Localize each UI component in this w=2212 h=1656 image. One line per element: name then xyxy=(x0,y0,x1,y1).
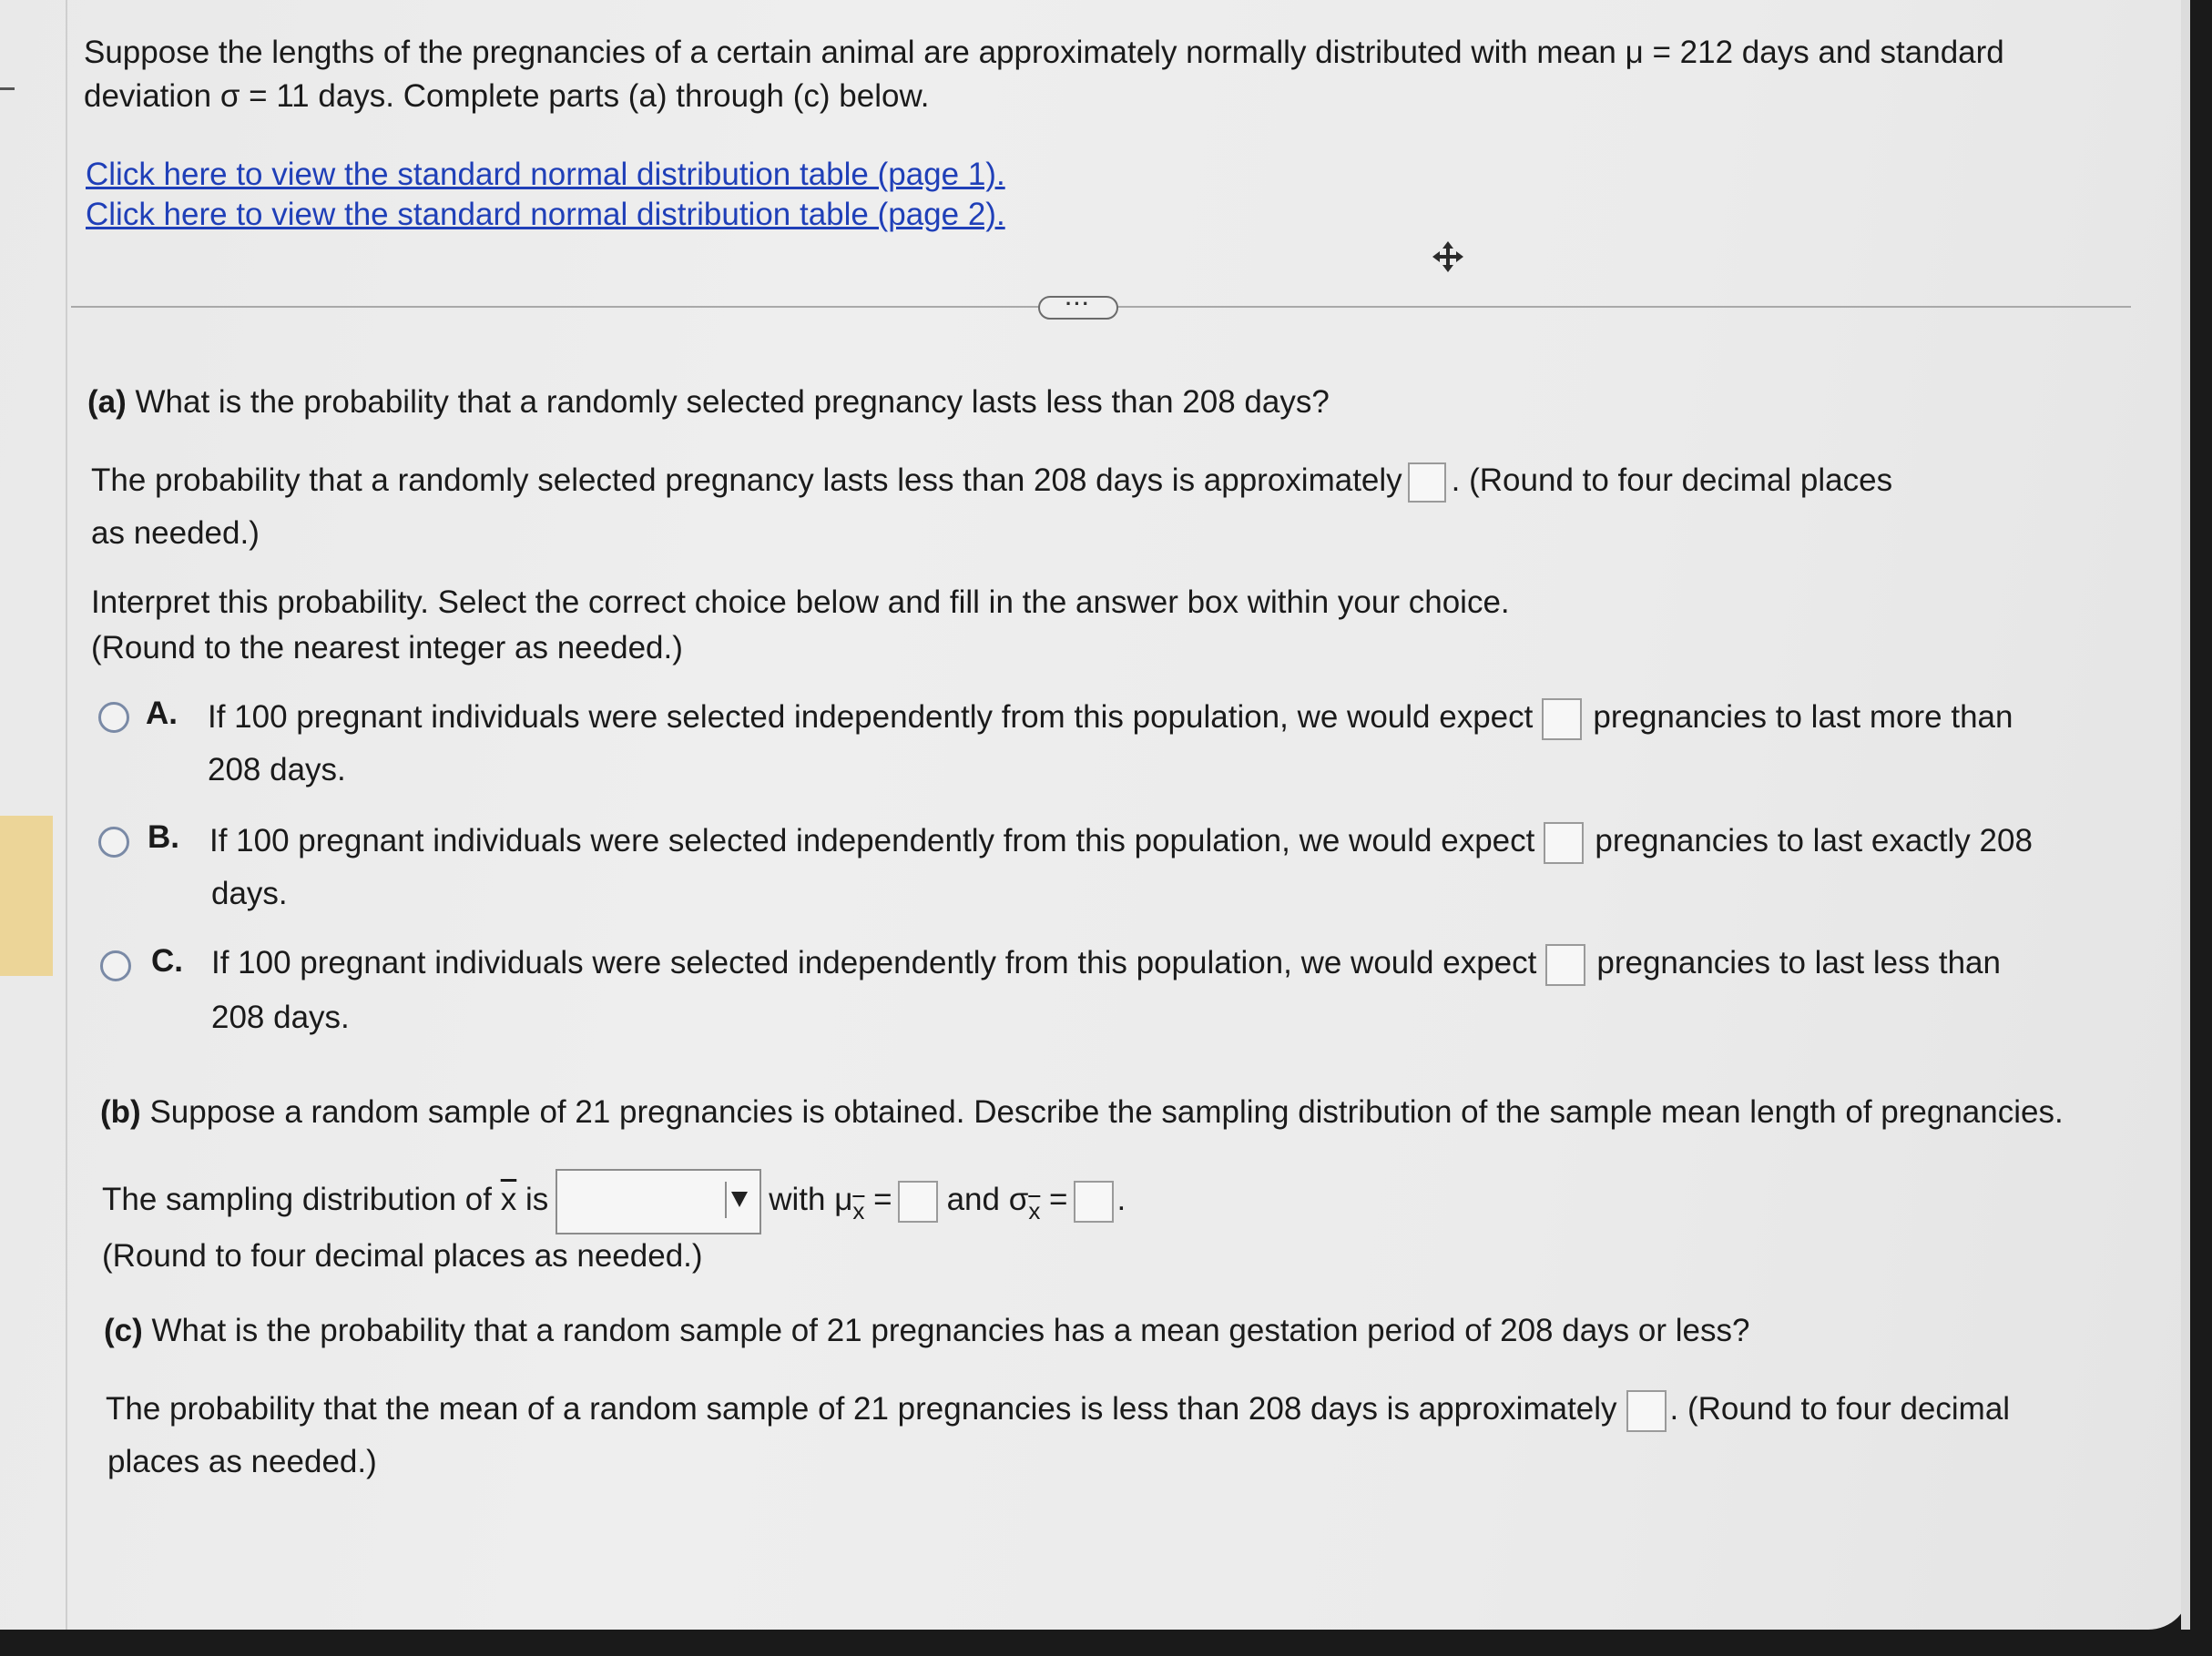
choice-a-post: pregnancies to last more than xyxy=(1593,699,2013,735)
choice-b-radio[interactable] xyxy=(98,827,129,858)
choice-c-text: If 100 pregnant individuals were selected independently from this population, we would expect xyxy=(211,945,1537,980)
choice-a-line-2: 208 days. xyxy=(208,752,346,787)
part-a-answer-line xyxy=(91,461,1892,503)
highlight-strip xyxy=(0,816,53,976)
choice-a-line-1 xyxy=(208,697,2013,740)
choice-a-answer-box[interactable] xyxy=(1542,698,1582,740)
part-a-interpret-1: Interpret this probability. Select the correct choice below and fill in the answer box within your choice. xyxy=(91,584,1510,620)
choice-c-line-2: 208 days. xyxy=(211,1000,350,1035)
choice-c-answer-box[interactable] xyxy=(1545,944,1585,986)
left-margin-rule xyxy=(66,0,67,1630)
choice-a-text: If 100 pregnant individuals were selected independently from this population, we would expect xyxy=(208,699,1534,735)
part-b-period: . xyxy=(1116,1182,1126,1217)
part-b-with: with μ xyxy=(769,1182,853,1217)
part-b-text-pre: The sampling distribution of xyxy=(102,1182,492,1217)
part-a-label: (a) xyxy=(87,384,127,420)
choice-c-letter: C. xyxy=(151,943,183,979)
part-b-answer-line xyxy=(102,1167,1126,1244)
x-bar-symbol: $\overline{x}$ xyxy=(500,1182,517,1217)
choice-c-radio[interactable] xyxy=(100,950,131,981)
part-a-question xyxy=(87,382,1330,422)
choice-b-letter: B. xyxy=(148,819,179,855)
part-a-answer-post: . (Round to four decimal places xyxy=(1451,462,1893,498)
mean-equals: = xyxy=(873,1182,892,1217)
part-a-answer-pre: The probability that a randomly selected pregnancy lasts less than 208 days is approximately xyxy=(91,462,1402,498)
choice-b-line-1 xyxy=(209,821,2033,864)
part-a-interpret-2: (Round to the nearest integer as needed.) xyxy=(91,630,683,665)
part-c-answer-line-2: places as needed.) xyxy=(107,1444,377,1479)
choice-b-text: If 100 pregnant individuals were selected independently from this population, we would expect xyxy=(209,823,1535,858)
part-b-question-text: Suppose a random sample of 21 pregnancies is obtained. Describe the sampling distribution of the sample mean length of pregnancies. xyxy=(149,1094,2064,1130)
mean-answer-box[interactable] xyxy=(898,1181,938,1223)
intro-line-2: deviation σ = 11 days. Complete parts (a) through (c) below. xyxy=(84,78,930,114)
mean-subscript: x xyxy=(852,1197,865,1224)
part-a-answer-line-2: as needed.) xyxy=(91,515,260,551)
choice-b-post: pregnancies to last exactly 208 xyxy=(1595,823,2033,858)
part-a-question-text: What is the probability that a randomly selected pregnancy lasts less than 208 days? xyxy=(135,384,1330,420)
sd-answer-box[interactable] xyxy=(1074,1181,1114,1223)
choice-c-line-1 xyxy=(211,943,2001,986)
distribution-shape-dropdown[interactable] xyxy=(556,1169,761,1234)
move-icon[interactable] xyxy=(1430,239,1466,275)
expand-dots-button[interactable]: ··· xyxy=(1038,296,1118,320)
table-page2-link[interactable]: Click here to view the standard normal distribution table (page 2). xyxy=(86,197,1005,232)
part-b-question xyxy=(100,1092,2064,1133)
part-c-answer-pre: The probability that the mean of a random sample of 21 pregnancies is less than 208 days is approximately xyxy=(106,1391,1617,1427)
part-b-round-note: (Round to four decimal places as needed.) xyxy=(102,1238,703,1274)
margin-tick xyxy=(0,87,15,90)
choice-b-answer-box[interactable] xyxy=(1544,822,1584,864)
part-b-and: and σ xyxy=(946,1182,1029,1217)
table-page1-link[interactable]: Click here to view the standard normal distribution table (page 1). xyxy=(86,157,1005,192)
choice-b-line-2: days. xyxy=(211,876,288,911)
sd-subscript: x xyxy=(1028,1197,1041,1224)
part-a-answer-box[interactable] xyxy=(1408,462,1446,503)
dropdown-arrow[interactable] xyxy=(725,1182,752,1218)
choice-c-post: pregnancies to last less than xyxy=(1596,945,2001,980)
part-c-answer-box[interactable] xyxy=(1626,1390,1667,1432)
part-c-answer-post: . (Round to four decimal xyxy=(1669,1391,2011,1427)
part-c-question-text: What is the probability that a random sample of 21 pregnancies has a mean gestation period of 208 days or less? xyxy=(151,1313,1750,1348)
part-c-answer-line xyxy=(106,1389,2010,1432)
page-right-edge xyxy=(2181,0,2190,1630)
intro-line-1: Suppose the lengths of the pregnancies of a certain animal are approximately normally distributed with mean μ = 212 days and standard xyxy=(84,35,2004,70)
part-c-question xyxy=(104,1311,1749,1351)
part-b-label: (b) xyxy=(100,1094,141,1130)
choice-a-letter: A. xyxy=(146,696,178,731)
sd-equals: = xyxy=(1049,1182,1068,1217)
part-b-is: is xyxy=(525,1182,549,1217)
chevron-down-icon xyxy=(729,1189,749,1209)
choice-a-radio[interactable] xyxy=(98,702,129,733)
part-c-label: (c) xyxy=(104,1313,143,1348)
